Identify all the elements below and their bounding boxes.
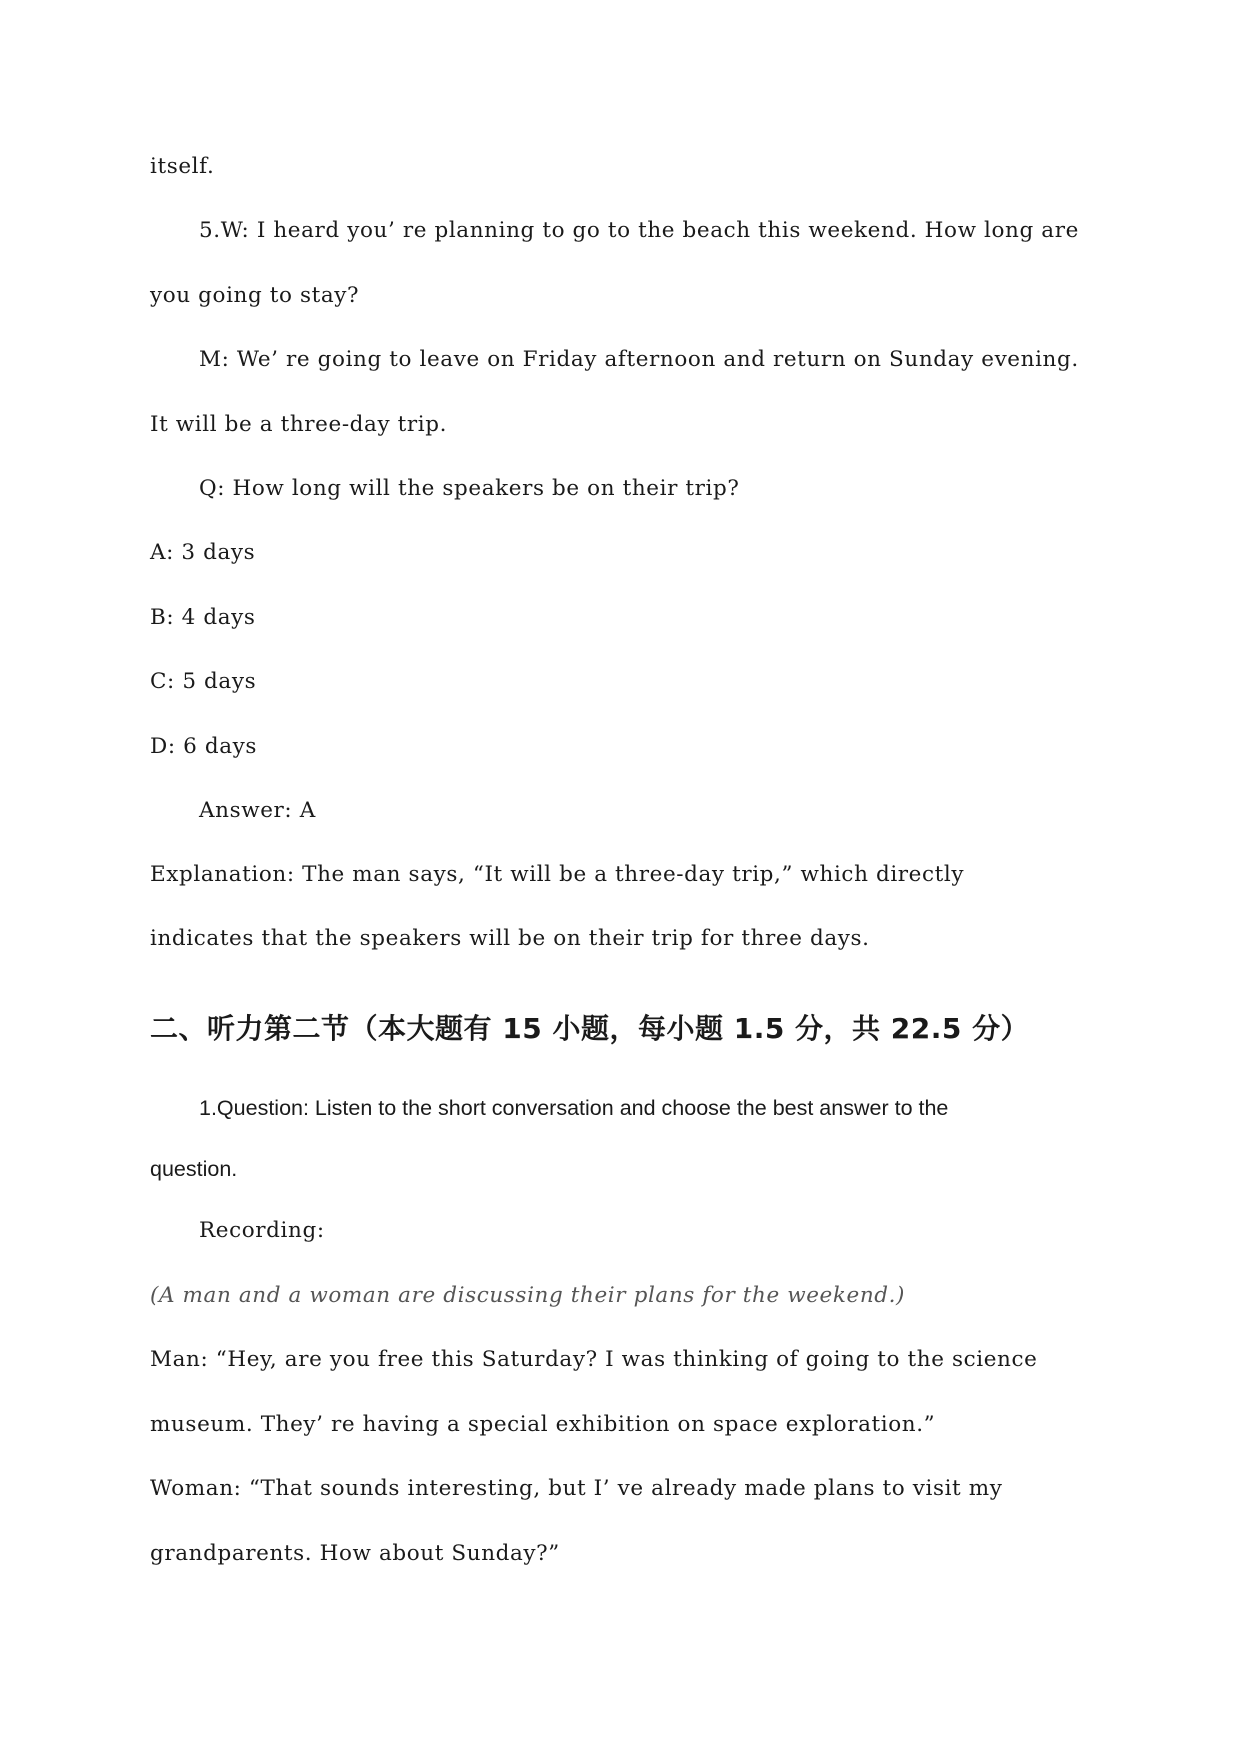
woman-dialogue: Woman: “That sounds interesting, but I’ ve already made plans to visit my: [150, 1476, 1003, 1501]
option-b: B: 4 days: [150, 605, 256, 630]
q1-prompt-cont: question.: [150, 1157, 238, 1181]
explanation-line: Explanation: The man says, “It will be a three-day trip,” which directly: [150, 862, 965, 887]
explanation-line-cont: indicates that the speakers will be on their trip for three days.: [150, 926, 870, 951]
scene-description: (A man and a woman are discussing their plans for the weekend.): [150, 1283, 906, 1308]
q5-woman-line-cont: you going to stay?: [150, 283, 360, 308]
option-d: D: 6 days: [150, 734, 257, 759]
q1-prompt: 1.Question: Listen to the short conversation and choose the best answer to the: [199, 1096, 949, 1120]
recording-label: Recording:: [199, 1218, 325, 1243]
section-heading: 二、听力第二节（本大题有 15 小题，每小题 1.5 分，共 22.5 分）: [150, 1012, 1030, 1045]
text-line: itself.: [150, 154, 215, 179]
man-dialogue: Man: “Hey, are you free this Saturday? I was thinking of going to the science: [150, 1347, 1038, 1372]
q5-woman-line: 5.W: I heard you’ re planning to go to the beach this weekend. How long are: [199, 218, 1079, 243]
answer: Answer: A: [199, 798, 316, 823]
q5-man-line: M: We’ re going to leave on Friday afternoon and return on Sunday evening.: [199, 347, 1079, 372]
option-c: C: 5 days: [150, 669, 257, 694]
man-dialogue-cont: museum. They’ re having a special exhibition on space exploration.”: [150, 1412, 936, 1437]
woman-dialogue-cont: grandparents. How about Sunday?”: [150, 1541, 560, 1566]
q5-question: Q: How long will the speakers be on their trip?: [199, 476, 740, 501]
q5-man-line-cont: It will be a three-day trip.: [150, 412, 448, 437]
option-a: A: 3 days: [150, 540, 256, 565]
